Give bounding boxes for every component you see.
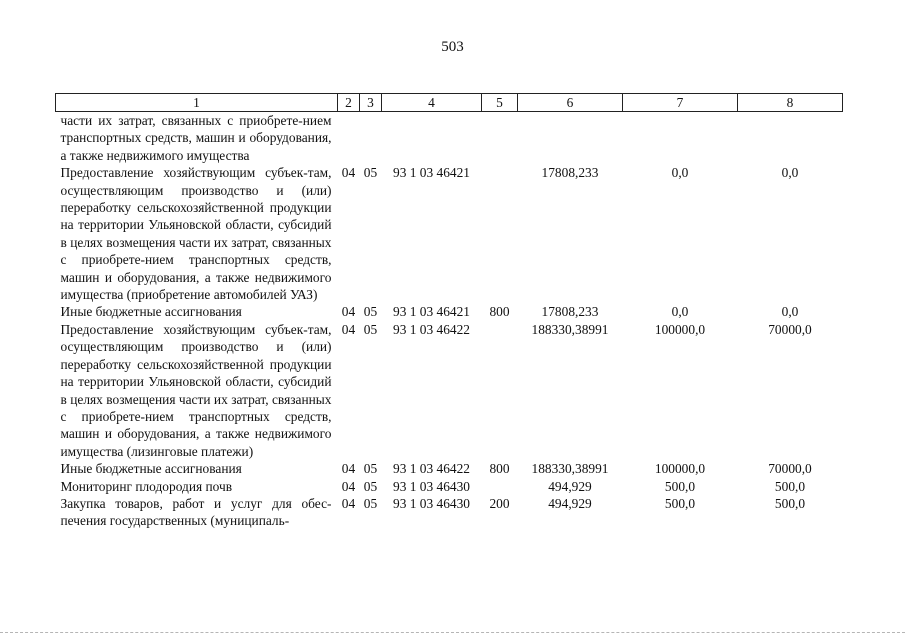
cell-target-code: 93 1 03 46421	[393, 304, 470, 320]
table-row	[56, 495, 843, 530]
column-header-3: 3	[360, 94, 382, 112]
column-header-1: 1	[56, 94, 338, 112]
cell-section: 04	[341, 304, 356, 320]
cell-subsection: 05	[363, 321, 378, 337]
cell-amount-8: 70000,0	[768, 461, 812, 477]
cell-amount-8	[738, 112, 843, 165]
cell-amount-6: 17808,233	[541, 165, 599, 181]
table-row	[56, 321, 843, 460]
cell-amount-6	[518, 112, 623, 165]
cell-section: 04	[341, 321, 356, 337]
cell-amount-6: 494,929	[548, 478, 592, 494]
cell-expense-type	[482, 164, 518, 303]
table-row	[56, 303, 843, 320]
cell-amount-7: 0,0	[671, 304, 689, 320]
cell-amount-7: 100000,0	[654, 461, 706, 477]
page-number: 503	[441, 39, 464, 55]
cell-subsection: 05	[363, 165, 378, 181]
cell-expense-type	[482, 321, 518, 460]
cell-amount-6: 188330,38991	[531, 321, 609, 337]
cell-expense-type: 200	[489, 495, 510, 511]
cell-subsection: 05	[363, 495, 378, 511]
table-row	[56, 478, 843, 495]
cell-amount-6: 188330,38991	[531, 461, 609, 477]
cell-expense-type: 800	[489, 304, 510, 320]
header-row	[56, 94, 843, 112]
cell-amount-6: 17808,233	[541, 304, 599, 320]
column-header-8: 8	[738, 94, 843, 112]
cell-target-code: 93 1 03 46421	[393, 165, 470, 181]
cell-subsection: 05	[363, 304, 378, 320]
row-name: Иные бюджетные ассигнования	[60, 461, 242, 477]
cell-amount-7	[623, 112, 738, 165]
cell-subsection: 05	[363, 478, 378, 494]
cell-target-code: 93 1 03 46422	[393, 321, 470, 337]
row-name: Предоставление хозяйствующим субъек-там, осуществляющим производство и (или) переработку сельскохозяйственной продукции на территории Ульяновской области, субсидий в целях возмещения части их затрат, связанных с приобрете-нием транспортных средств, машин и оборудования, а также недвижимого имущества (лизинговые платежи)	[60, 321, 332, 459]
row-name: Мониторинг плодородия почв	[60, 478, 233, 494]
cell-expense-type	[482, 112, 518, 165]
cell-expense-type	[482, 478, 518, 495]
table-row	[56, 112, 843, 165]
cell-section: 04	[341, 478, 356, 494]
page-bottom-divider	[0, 632, 905, 633]
row-name: Предоставление хозяйствующим субъек-там, осуществляющим производство и (или) переработку сельскохозяйственной продукции на территории Ульяновской области, субсидий в целях возмещения части их затрат, связанных с приобрете-нием транспортных средств, машин и оборудования, а также недвижимого имущества (приобретение автомобилей УАЗ)	[60, 165, 332, 303]
cell-amount-7: 500,0	[664, 495, 696, 511]
column-header-4: 4	[382, 94, 482, 112]
cell-amount-7: 0,0	[671, 165, 689, 181]
cell-section: 04	[341, 495, 356, 511]
cell-section	[338, 112, 360, 165]
row-name: Закупка товаров, работ и услуг для обес-печения государственных (муниципаль-	[60, 495, 332, 529]
row-name: Иные бюджетные ассигнования	[60, 304, 242, 320]
column-header-5: 5	[482, 94, 518, 112]
cell-expense-type: 800	[489, 461, 510, 477]
column-header-6: 6	[518, 94, 623, 112]
cell-amount-8: 0,0	[781, 304, 799, 320]
column-header-7: 7	[623, 94, 738, 112]
cell-subsection	[360, 112, 382, 165]
cell-amount-8: 500,0	[774, 478, 806, 494]
column-header-2: 2	[338, 94, 360, 112]
cell-amount-8: 0,0	[781, 165, 799, 181]
cell-subsection: 05	[363, 461, 378, 477]
cell-amount-7: 500,0	[664, 478, 696, 494]
cell-section: 04	[341, 165, 356, 181]
cell-target-code: 93 1 03 46430	[393, 478, 470, 494]
table-row	[56, 164, 843, 303]
budget-table	[55, 93, 843, 530]
table-row	[56, 460, 843, 477]
cell-amount-6: 494,929	[548, 495, 592, 511]
row-name: части их затрат, связанных с приобрете-нием транспортных средств, машин и оборудования, а также недвижимого имущества	[60, 113, 332, 163]
cell-target-code: 93 1 03 46422	[393, 461, 470, 477]
cell-target-code	[382, 112, 482, 165]
cell-target-code: 93 1 03 46430	[393, 495, 470, 511]
cell-amount-8: 500,0	[774, 495, 806, 511]
cell-section: 04	[341, 461, 356, 477]
cell-amount-8: 70000,0	[768, 321, 812, 337]
cell-amount-7: 100000,0	[654, 321, 706, 337]
